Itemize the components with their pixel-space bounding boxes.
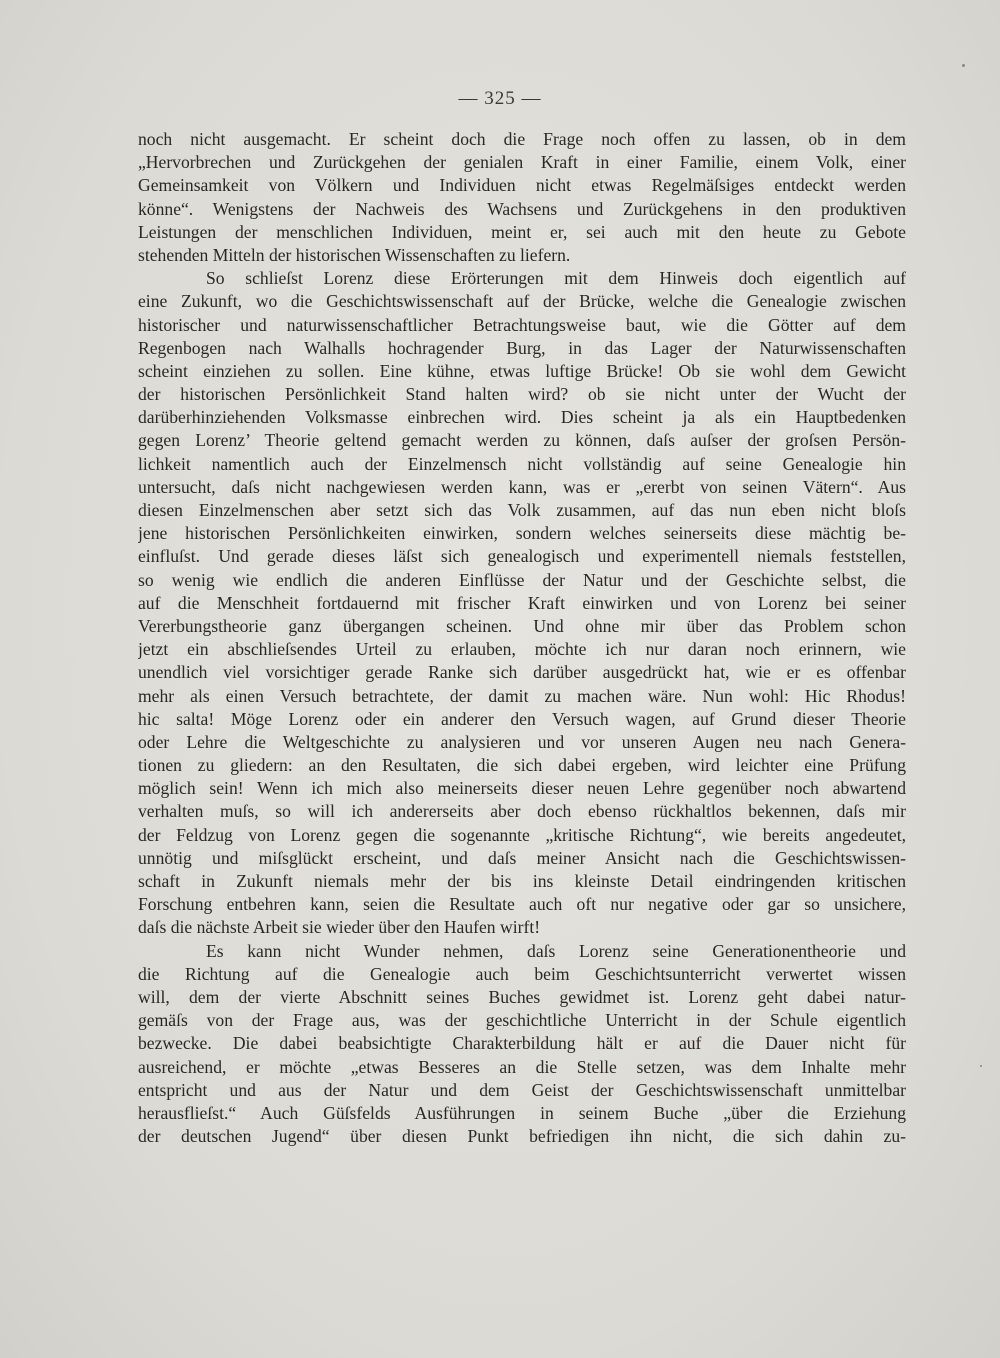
- text-line: So schlieſst Lorenz diese Erörterungen mit dem Hinweis doch eigentlich auf: [206, 268, 906, 289]
- text-line: bezwecke. Die dabei beabsichtigte Charakterbildung hält er auf die Dauer nicht für: [138, 1033, 906, 1054]
- text-line: will, dem der vierte Abschnitt seines Buches gewidmet ist. Lorenz geht dabei natur-: [138, 986, 906, 1007]
- page-number: — 325 —: [458, 88, 542, 109]
- paper-speck: [980, 1065, 982, 1067]
- text-line: eine Zukunft, wo die Geschichtswissenschaft auf der Brücke, welche die Genealogie zwischen: [138, 291, 906, 312]
- text-line: stehenden Mitteln der historischen Wissenschaften zu liefern.: [138, 244, 571, 265]
- text-line: Vererbungstheorie ganz übergangen scheinen. Und ohne mir über das Problem schon: [138, 615, 906, 636]
- text-line: scheint einziehen zu sollen. Eine kühne, etwas luftige Brücke! Ob sie wohl dem Gewicht: [138, 360, 906, 381]
- text-line: diesen Einzelmenschen aber setzt sich das Volk zusammen, auf das nun eben nicht bloſs: [138, 500, 906, 520]
- text-line: schaft in Zukunft niemals mehr der bis ins kleinste Detail eindringenden kritischen: [138, 871, 906, 891]
- text-line: der deutschen Jugend“ über diesen Punkt befriedigen ihn nicht, die sich dahin zu-: [138, 1126, 906, 1147]
- text-line: der historischen Persönlichkeit Stand halten wird? ob sie nicht unter der Wucht der: [138, 384, 906, 405]
- text-line: Regenbogen nach Walhalls hochragender Burg, in das Lager der Naturwissenschaften: [138, 337, 906, 358]
- text-line: daſs die nächste Arbeit sie wieder über den Haufen wirft!: [138, 917, 541, 938]
- text-line: der Feldzug von Lorenz gegen die sogenannte „kritische Richtung“, wie bereits angedeutet,: [138, 824, 906, 845]
- paper-speck: [962, 64, 965, 67]
- text-line: untersucht, daſs nicht nachgewiesen werden kann, was er „ererbt von seinen Vätern“. Aus: [138, 476, 906, 497]
- text-line: ausreichend, er möchte „etwas Besseres an die Stelle setzen, was dem Inhalte mehr: [138, 1056, 906, 1077]
- text-line: Es kann nicht Wunder nehmen, daſs Lorenz seine Generationentheorie und: [206, 940, 906, 961]
- text-line: einfluſst. Und gerade dieses läſst sich genealogisch und experimentell niemals feststellen,: [138, 546, 906, 567]
- text-line: jene historischen Persönlichkeiten einwirken, sondern welches seinerseits diese mächtig be-: [138, 523, 906, 544]
- text-line: unendlich viel vorsichtiger gerade Ranke sich darüber ausgedrückt hat, wie er es offenbar: [138, 662, 906, 683]
- text-line: oder Lehre die Weltgeschichte zu analysieren und vor unseren Augen neu nach Genera-: [138, 731, 906, 752]
- text-line: Gemeinsamkeit von Völkern und Individuen nicht etwas Regelmäſsiges entdeckt werden: [138, 175, 906, 196]
- text-line: möglich sein! Wenn ich mich also meinerseits dieser neuen Lehre gegenüber noch abwartend: [138, 778, 906, 799]
- text-line: verhalten muſs, so will ich andererseits aber doch ebenso rückhaltlos bekennen, daſs mir: [138, 801, 906, 822]
- text-line: könne“. Wenigstens der Nachweis des Wachsens und Zurückgehens in den produktiven: [138, 198, 906, 219]
- text-line: historischer und naturwissenschaftlicher Betrachtungsweise baut, wie die Götter auf dem: [138, 314, 906, 335]
- text-line: Forschung entbehren kann, seien die Resultate auch oft nur negative oder gar so unsichere,: [138, 894, 906, 915]
- text-line: noch nicht ausgemacht. Er scheint doch die Frage noch offen zu lassen, ob in dem: [138, 129, 906, 149]
- text-line: gegen Lorenz’ Theorie geltend gemacht werden zu können, daſs auſser der groſsen Persön-: [138, 430, 906, 451]
- text-line: mehr als einen Versuch betrachtete, der damit zu machen wäre. Nun wohl: Hic Rhodus!: [138, 685, 906, 706]
- text-line: darüberhinziehenden Volksmasse einbrechen wird. Dies scheint ja als ein Hauptbedenken: [138, 407, 906, 428]
- text-line: herausflieſst.“ Auch Güſsfelds Ausführungen in seinem Buche „über die Erziehung: [138, 1102, 906, 1123]
- body-text: [138, 128, 906, 1148]
- text-line: gemäſs von der Frage aus, was der geschichtliche Unterricht in der Schule eigentlich: [138, 1010, 906, 1031]
- text-line: auf die Menschheit fortdauernd mit frischer Kraft einwirken und von Lorenz bei seiner: [138, 592, 906, 613]
- text-line: unnötig und miſsglückt erscheint, und daſs meiner Ansicht nach die Geschichtswissen-: [138, 847, 906, 868]
- text-line: so wenig wie endlich die anderen Einflüsse der Natur und der Geschichte selbst, die: [138, 569, 906, 590]
- text-line: entspricht und aus der Natur und dem Geist der Geschichtswissenschaft unmittelbar: [138, 1079, 906, 1100]
- text-line: jetzt ein abschlieſsendes Urteil zu erlauben, möchte ich nur daran noch erinnern, wie: [138, 639, 906, 660]
- text-line: die Richtung auf die Genealogie auch beim Geschichtsunterricht verwertet wissen: [138, 963, 906, 984]
- text-line: „Hervorbrechen und Zurückgehen der genialen Kraft in einer Familie, einem Volk, einer: [138, 152, 906, 173]
- text-line: hic salta! Möge Lorenz oder ein anderer den Versuch wagen, auf Grund dieser Theorie: [138, 708, 906, 729]
- text-line: lichkeit namentlich auch der Einzelmensch nicht vollständig auf seine Genealogie hin: [138, 453, 906, 474]
- text-line: Leistungen der menschlichen Individuen, meint er, sei auch mit den heute zu Gebote: [138, 221, 906, 242]
- text-line: tionen zu gliedern: an den Resultaten, die sich dabei ergeben, wird leichter eine Prüfung: [138, 755, 906, 776]
